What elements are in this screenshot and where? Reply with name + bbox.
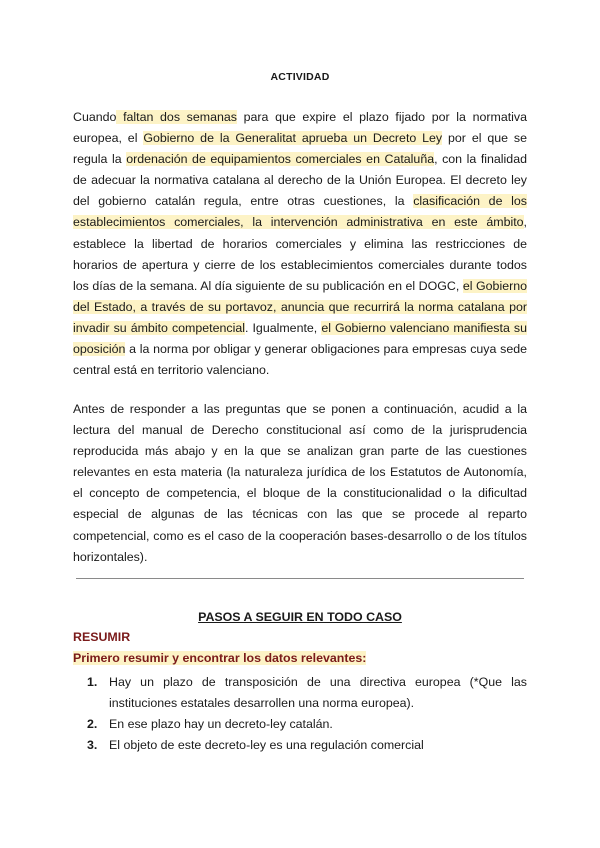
text-segment: , establece la libertad de horarios comerciales y elimina las restricciones de horarios de apertura y cierre de los establecimientos comerciales durante todos los días de la semana. Al día siguiente de su publicación en el DOGC, (73, 215, 527, 293)
list-item (87, 735, 527, 756)
steps-list (87, 672, 527, 756)
highlighted-text: el Gobierno valenciano manifiesta su oposición (73, 320, 527, 357)
list-item (87, 714, 527, 735)
highlighted-text: Gobierno de la Generalitat aprueba un Decreto Ley (143, 131, 443, 146)
list-number: 3. (87, 738, 98, 752)
highlighted-text: el Gobierno del Estado, a través de su portavoz, anuncia que recurrirá la norma catalana por invadir su ámbito competencial (73, 278, 528, 335)
text-segment: , con la finalidad de adecuar la normativa catalana al derecho de la Unión Europea. El decreto ley del gobierno catalán regula, entre otras cuestiones, la (73, 152, 527, 209)
highlighted-text: faltan dos semanas (116, 110, 237, 124)
horizontal-divider (76, 578, 524, 579)
subheading (73, 651, 366, 665)
list-number: 2. (87, 717, 98, 731)
text-segment: para que expire el plazo fijado por la normativa europea, el (73, 110, 527, 146)
paragraph-case-description (73, 107, 527, 381)
text-segment: . Igualmente, (244, 320, 322, 335)
section-heading: PASOS A SEGUIR EN TODO CASO (198, 610, 402, 624)
text-segment: por el que se regula la (73, 131, 527, 167)
resumir-label: RESUMIR (73, 630, 131, 644)
text-segment: a la norma por obligar y generar obligaciones para empresas cuya sede central está en territorio valenciano. (73, 342, 527, 378)
highlighted-text: ordenación de equipamientos comerciales en Cataluña (126, 152, 435, 167)
list-item-text: En ese plazo hay un decreto-ley catalán. (109, 717, 333, 731)
list-item-text: Hay un plazo de transposición de una directiva europea (*Que las instituciones estatales desarrollen una norma europea). (109, 675, 527, 710)
list-item (87, 672, 527, 714)
paragraph-instructions: Antes de responder a las preguntas que se ponen a continuación, acudid a la lectura del manual de Derecho constitucional así como de la jurisprudencia reproducida más abajo y en la que se analizan gran parte de las cuestiones relevantes en esta materia (la naturaleza jurídica de los Estatutos de Autonomía, el concepto de competencia, el bloque de la constitucionalidad o la dificultad especial de algunas de las técnicas con las que se procede al reparto competencial, como es el caso de la cooperación bases-desarrollo o de los títulos horizontales). (73, 402, 527, 564)
list-number: 1. (87, 675, 98, 689)
text-segment: Cuando (73, 110, 117, 124)
document-title: ACTIVIDAD (270, 71, 330, 83)
subheading-text: Primero resumir y encontrar los datos relevantes: (73, 651, 367, 665)
list-item-text: El objeto de este decreto-ley es una regulación comercial (109, 738, 424, 752)
highlighted-text: clasificación de los establecimientos comerciales, la intervención administrativa en este ámbito (73, 194, 527, 230)
